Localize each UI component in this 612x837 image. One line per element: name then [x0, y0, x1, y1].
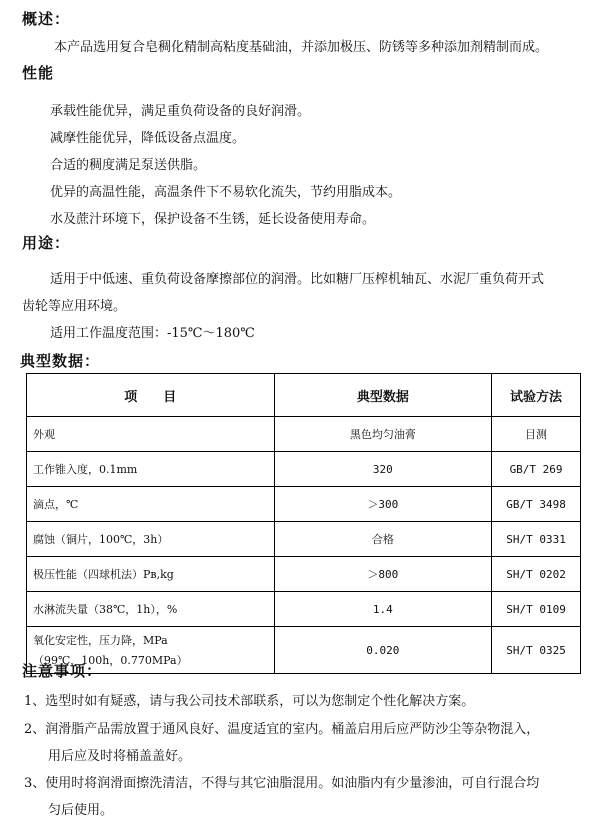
row-value: ＞800 — [274, 557, 492, 592]
note-2-line2: 用后应及时将桶盖盖好。 — [48, 749, 192, 764]
row-item: 极压性能（四球机法）Pв,kg — [27, 557, 275, 592]
row-item-line2: （99℃，100h，0.770MPa） — [33, 654, 188, 667]
table-row — [27, 627, 581, 674]
row-item-line1: 氧化安定性，压力降，MPa — [33, 634, 168, 647]
usage-text-line1: 适用于中低速、重负荷设备摩擦部位的润滑。比如糖厂压榨机轴瓦、水泥厂重负荷开式 — [50, 272, 545, 287]
performance-item: 减摩性能优异，降低设备点温度。 — [50, 131, 246, 146]
note-2-line1: 2、润滑脂产品需放置于通风良好、温度适宜的室内。桶盖启用后应严防沙尘等杂物混入， — [24, 722, 540, 737]
overview-text: 本产品选用复合皂稠化精制高粘度基础油，并添加极压、防锈等多种添加剂精制而成。 — [54, 40, 549, 55]
table-row — [27, 417, 581, 452]
row-method: SH/T 0331 — [492, 522, 581, 557]
row-method: 目测 — [492, 417, 581, 452]
table-row — [27, 557, 581, 592]
row-method: SH/T 0325 — [492, 627, 581, 674]
row-value: 320 — [274, 452, 492, 487]
header-item: 项 目 — [27, 374, 275, 417]
row-value: 1.4 — [274, 592, 492, 627]
table-row — [27, 487, 581, 522]
row-item: 腐蚀（铜片，100℃，3h） — [27, 522, 275, 557]
row-value: 合格 — [274, 522, 492, 557]
usage-heading: 用途： — [22, 234, 71, 252]
row-item: 滴点，℃ — [27, 487, 275, 522]
performance-item: 优异的高温性能，高温条件下不易软化流失，节约用脂成本。 — [50, 185, 402, 200]
usage-text-line2: 齿轮等应用环境。 — [22, 299, 127, 314]
performance-item: 水及蔗汁环境下，保护设备不生锈，延长设备使用寿命。 — [50, 212, 376, 227]
row-value: 黑色均匀油膏 — [274, 417, 492, 452]
usage-temperature: 适用工作温度范围：-15℃～180℃ — [50, 326, 255, 341]
typical-data-table — [26, 373, 581, 674]
row-method: GB/T 269 — [492, 452, 581, 487]
row-method: SH/T 0109 — [492, 592, 581, 627]
typical-data-heading: 典型数据： — [20, 352, 101, 370]
notes-heading: 注意事项： — [22, 662, 103, 680]
row-value: ＞300 — [274, 487, 492, 522]
row-value: 0.020 — [274, 627, 492, 674]
header-test-method: 试验方法 — [492, 374, 581, 417]
performance-item: 合适的稠度满足泵送供脂。 — [50, 158, 207, 173]
overview-heading: 概述： — [22, 10, 71, 28]
note-1: 1、选型时如有疑惑，请与我公司技术部联系，可以为您制定个性化解决方案。 — [24, 694, 475, 709]
row-item: 水淋流失量（38℃，1h），% — [27, 592, 275, 627]
row-item: 工作锥入度，0.1mm — [27, 452, 275, 487]
performance-item: 承载性能优异，满足重负荷设备的良好润滑。 — [50, 104, 311, 119]
table-row — [27, 522, 581, 557]
table-row — [27, 592, 581, 627]
note-3-line2: 匀后使用。 — [48, 803, 114, 818]
table-header-row — [27, 374, 581, 417]
table-row — [27, 452, 581, 487]
row-item: 外观 — [27, 417, 275, 452]
performance-heading: 性能 — [22, 64, 55, 82]
note-3-line1: 3、使用时将润滑面擦洗清洁，不得与其它油脂混用。如油脂内有少量渗油，可自行混合均 — [24, 776, 540, 791]
row-method: GB/T 3498 — [492, 487, 581, 522]
row-method: SH/T 0202 — [492, 557, 581, 592]
header-typical-value: 典型数据 — [274, 374, 492, 417]
